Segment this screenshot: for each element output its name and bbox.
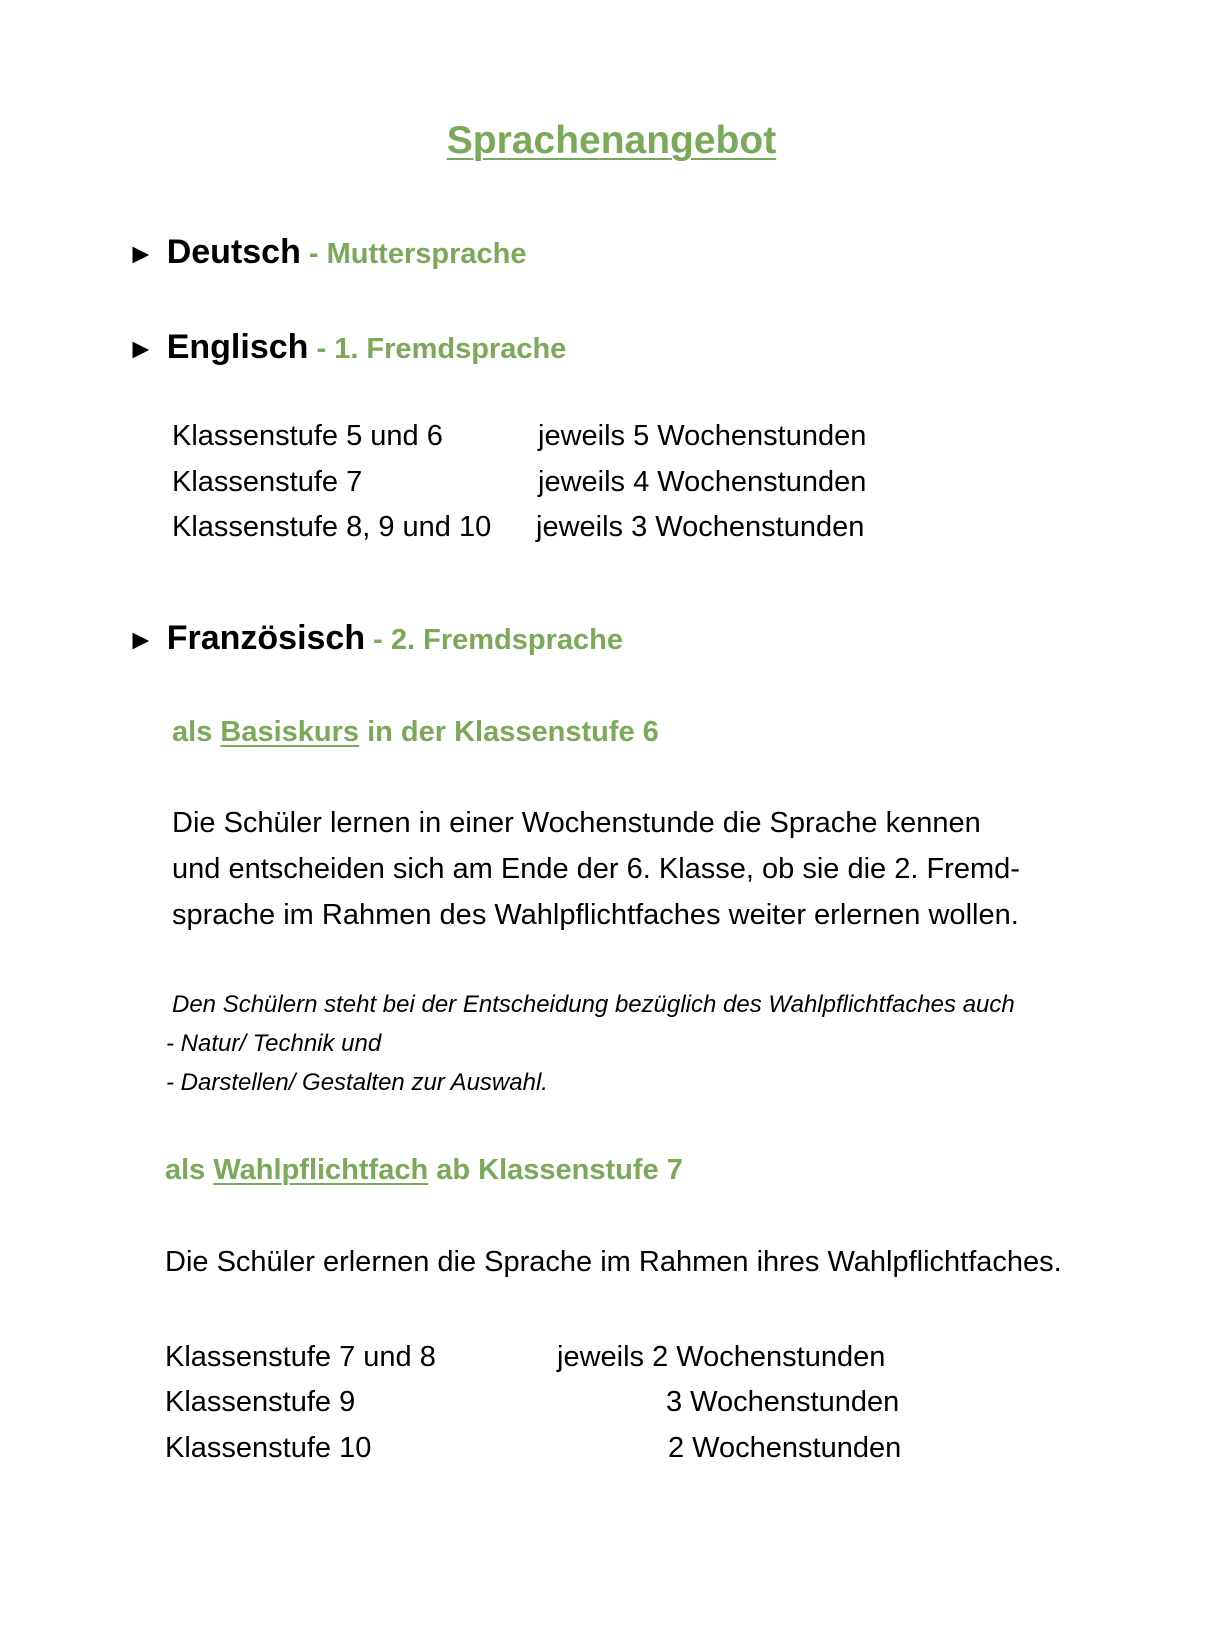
basiskurs-heading [172,712,659,752]
wahl-row [165,1382,900,1422]
wahl-row [165,1337,886,1377]
paragraph-line: und entscheiden sich am Ende der 6. Klasse, ob sie die 2. Fremd- [172,853,1020,885]
englisch-row-hours: jeweils 4 Wochenstunden [538,466,867,498]
wahl-row [165,1428,902,1468]
note-line: Den Schülern steht bei der Entscheidung bezüglich des Wahlpflichtfaches auch [172,991,1015,1018]
wahlpflichtfach-paragraph: Die Schüler erlernen die Sprache im Rahmen ihres Wahlpflichtfaches. [165,1246,1062,1278]
wahl-row-hours: 3 Wochenstunden [666,1386,900,1418]
heading-deutsch-sub: - Muttersprache [300,238,527,270]
heading-deutsch-name: Deutsch [166,233,301,271]
wahlpflichtfach-heading-post: ab Klassenstufe 7 [428,1154,683,1186]
note-line: - Darstellen/ Gestalten zur Auswahl. [166,1069,548,1096]
heading-franzoesisch-name: Französisch [166,619,366,657]
basiskurs-heading-post: in der Klassenstufe 6 [359,716,659,748]
wahlpflichtfach-heading-pre: als [165,1154,214,1186]
wahl-row-hours: 2 Wochenstunden [668,1432,902,1464]
wahl-row-level: Klassenstufe 7 und 8 [165,1341,436,1373]
wahl-row-hours: jeweils 2 Wochenstunden [557,1341,886,1373]
arrow-icon: ► [127,238,155,269]
heading-englisch-sub: - 1. Fremdsprache [308,333,567,365]
wahlpflichtfach-link-text: Wahlpflichtfach [213,1154,429,1186]
englisch-row-level: Klassenstufe 8, 9 und 10 [172,511,492,543]
paragraph-line: Die Schüler lernen in einer Wochenstunde die Sprache kennen [172,807,981,839]
englisch-row [172,462,867,502]
englisch-row-level: Klassenstufe 7 [172,466,363,498]
page-title: Sprachenangebot [446,119,777,162]
wahl-row-level: Klassenstufe 9 [165,1386,356,1418]
englisch-row-hours: jeweils 3 Wochenstunden [536,511,865,543]
arrow-icon: ► [127,624,155,655]
englisch-row [172,416,867,456]
heading-englisch-name: Englisch [166,328,309,366]
heading-franzoesisch-sub: - 2. Fremdsprache [365,624,623,656]
note-line: - Natur/ Technik und [166,1030,382,1057]
heading-englisch [127,325,566,371]
arrow-icon: ► [127,333,155,364]
heading-franzoesisch [127,616,623,662]
heading-deutsch [127,230,526,276]
englisch-row-hours: jeweils 5 Wochenstunden [538,420,867,452]
paragraph-line: sprache im Rahmen des Wahlpflichtfaches weiter erlernen wollen. [172,899,1019,931]
wahl-row-level: Klassenstufe 10 [165,1432,372,1464]
englisch-row-level: Klassenstufe 5 und 6 [172,420,443,452]
wahlpflichtfach-heading [165,1150,683,1190]
englisch-row [172,507,865,547]
basiskurs-heading-pre: als [172,716,221,748]
basiskurs-paragraph [172,800,1020,938]
basiskurs-link-text: Basiskurs [220,716,360,748]
